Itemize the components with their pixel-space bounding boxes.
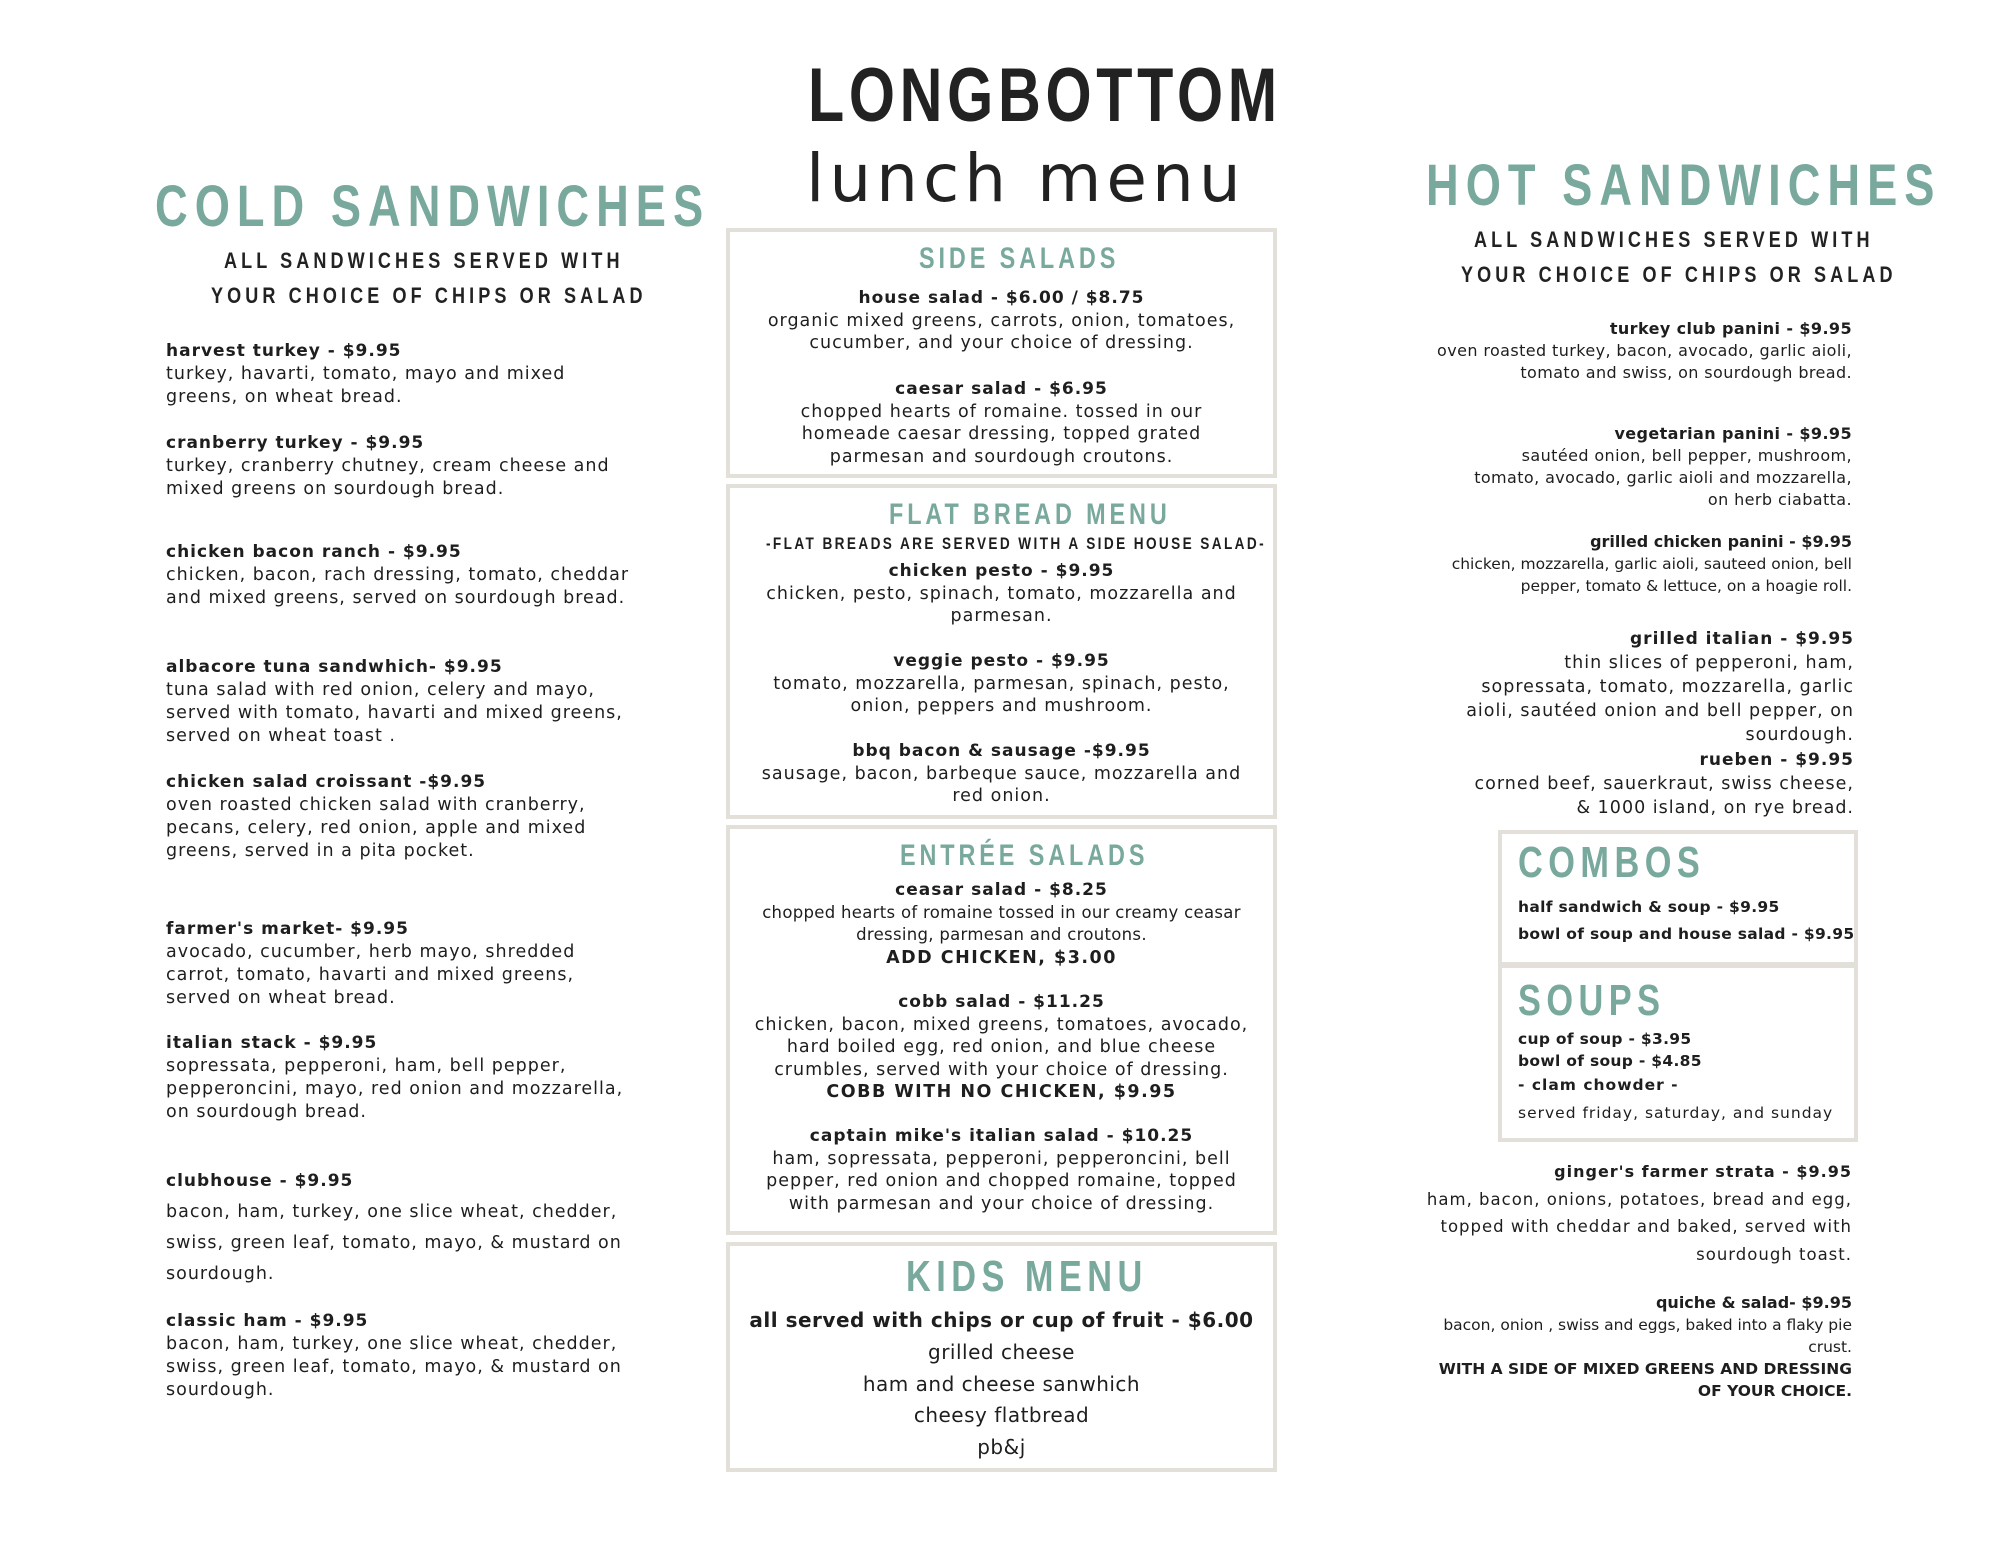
hot-sandwiches-title: HOT SANDWICHES (1426, 153, 1942, 218)
menu-item (166, 541, 636, 610)
menu-item (1425, 318, 1852, 384)
item-name: quiche & salad- $9.95 (1655, 1293, 1852, 1312)
kids-item: grilled cheese (928, 1340, 1075, 1364)
combo-item: bowl of soup and house salad - $9.95 (1518, 925, 1855, 943)
item-name: turkey club panini - $9.95 (1609, 319, 1852, 338)
item-description: sausage, bacon, barbeque sauce, mozzarella and red onion. (761, 763, 1242, 806)
item-description: chicken, bacon, mixed greens, tomatoes, avocado, hard boiled egg, red onion, and blue cheese crumbles, served with your choice of dressing. (754, 1014, 1249, 1080)
item-description: bacon, ham, turkey, one slice wheat, chedder, swiss, green leaf, tomato, mayo, & mustard on sourdough. (166, 1334, 622, 1400)
item-description: thin slices of pepperoni, ham, sopressata, tomato, mozzarella, garlic aioli, sautéed onion and bell pepper, on sourdough. (1466, 653, 1854, 745)
kids-item: cheesy flatbread (913, 1403, 1090, 1427)
item-description: tuna salad with red onion, celery and mayo, served with tomato, havarti and mixed greens, served on wheat toast . (166, 680, 623, 746)
item-name: cobb salad - $11.25 (898, 992, 1105, 1012)
item-name: cranberry turkey - $9.95 (166, 433, 425, 453)
item-description: chicken, mozzarella, garlic aioli, sauteed onion, bell pepper, tomato & lettuce, on a hoagie roll. (1451, 555, 1852, 595)
item-description: oven roasted chicken salad with cranberry, pecans, celery, red onion, apple and mixed greens, served in a pita pocket. (166, 795, 587, 861)
cold-sandwiches-title: COLD SANDWICHES (155, 174, 711, 239)
menu-item (1425, 531, 1852, 597)
menu-brand-title: LONGBOTTOM (808, 53, 1282, 138)
item-description: chicken, pesto, spinach, tomato, mozzarella and parmesan. (766, 583, 1237, 626)
soups-title: SOUPS (1518, 976, 1666, 1025)
item-name: ceasar salad - $8.25 (895, 880, 1108, 900)
item-description: organic mixed greens, carrots, onion, tomatoes, cucumber, and your choice of dressing. (767, 310, 1236, 353)
menu-item (166, 918, 636, 1010)
item-description: tomato, mozzarella, parmesan, spinach, pesto, onion, peppers and mushroom. (773, 673, 1230, 716)
menu-item (1425, 1158, 1852, 1268)
soup-item: cup of soup - $3.95 (1518, 1030, 1692, 1048)
kids-menu-box (726, 1242, 1277, 1472)
item-name: grilled italian - $9.95 (1630, 629, 1854, 649)
item-addon: WITH A SIDE OF MIXED GREENS AND DRESSING OF YOUR CHOICE. (1438, 1360, 1852, 1400)
item-name: chicken pesto - $9.95 (888, 561, 1115, 581)
kids-menu-header: all served with chips or cup of fruit - $6.00 (749, 1308, 1254, 1332)
item-description: ham, bacon, onions, potatoes, bread and egg, topped with cheddar and baked, served with sourdough toast. (1426, 1189, 1852, 1264)
item-name: classic ham - $9.95 (166, 1311, 369, 1331)
item-description: oven roasted turkey, bacon, avocado, garlic aioli, tomato and swiss, on sourdough bread. (1437, 341, 1852, 382)
item-description: chicken, bacon, rach dressing, tomato, cheddar and mixed greens, served on sourdough bread. (166, 565, 630, 608)
cold-note-line1: ALL SANDWICHES SERVED WITH (224, 248, 624, 273)
item-description: corned beef, sauerkraut, swiss cheese, & 1000 island, on rye bread. (1474, 774, 1854, 818)
side-salads-box (726, 228, 1277, 478)
item-name: ginger's farmer strata - $9.95 (1554, 1162, 1852, 1181)
item-description: avocado, cucumber, herb mayo, shredded carrot, tomato, havarti and mixed greens, served on wheat bread. (166, 942, 576, 1008)
item-name: rueben - $9.95 (1699, 750, 1854, 770)
hot-note-line2: YOUR CHOICE OF CHIPS OR SALAD (1461, 262, 1897, 287)
menu-item (1450, 627, 1854, 747)
item-description: bacon, onion , swiss and eggs, baked into a flaky pie crust. (1443, 1316, 1852, 1356)
side-salads-title: SIDE SALADS (919, 242, 1120, 275)
menu-item (730, 560, 1273, 628)
item-name: farmer's market- $9.95 (166, 919, 409, 939)
item-addon: COBB WITH NO CHICKEN, $9.95 (826, 1082, 1177, 1102)
item-description: turkey, cranberry chutney, cream cheese and mixed greens on sourdough bread. (166, 456, 610, 499)
soup-special-note: served friday, saturday, and sunday (1518, 1104, 1834, 1122)
menu-item (730, 287, 1273, 355)
hot-note-line1: ALL SANDWICHES SERVED WITH (1474, 227, 1874, 252)
item-name: albacore tuna sandwhich- $9.95 (166, 657, 503, 677)
menu-item (730, 650, 1273, 718)
item-description: chopped hearts of romaine tossed in our creamy ceasar dressing, parmesan and croutons. (762, 902, 1241, 944)
kids-menu-title: KIDS MENU (906, 1252, 1148, 1301)
item-name: house salad - $6.00 / $8.75 (858, 288, 1145, 308)
menu-item (730, 740, 1273, 808)
item-name: clubhouse - $9.95 (166, 1171, 354, 1191)
item-name: bbq bacon & sausage -$9.95 (852, 741, 1151, 761)
menu-item (166, 771, 636, 863)
item-description: sopressata, pepperoni, ham, bell pepper, pepperoncini, mayo, red onion and mozzarella, on sourdough bread. (166, 1056, 624, 1122)
item-description: chopped hearts of romaine. tossed in our homeade caesar dressing, topped grated parmesan and sourdough croutons. (800, 401, 1203, 467)
item-addon: ADD CHICKEN, $3.00 (886, 947, 1117, 968)
menu-item (1470, 423, 1852, 511)
menu-item (166, 656, 636, 748)
item-name: grilled chicken panini - $9.95 (1590, 532, 1852, 551)
flat-bread-title: FLAT BREAD MENU (889, 498, 1171, 531)
item-name: chicken salad croissant -$9.95 (166, 772, 487, 792)
combos-box (1498, 830, 1858, 966)
kids-item: pb&j (977, 1435, 1026, 1459)
item-name: veggie pesto - $9.95 (893, 651, 1110, 671)
menu-item (1470, 748, 1854, 820)
menu-item (730, 1125, 1273, 1215)
menu-item (166, 1166, 636, 1290)
item-name: italian stack - $9.95 (166, 1033, 378, 1053)
item-name: vegetarian panini - $9.95 (1614, 424, 1852, 443)
item-description: sautéed onion, bell pepper, mushroom, tomato, avocado, garlic aioli and mozzarella, on herb ciabatta. (1474, 446, 1852, 509)
item-name: caesar salad - $6.95 (895, 379, 1108, 399)
menu-item (166, 1310, 636, 1402)
combos-title: COMBOS (1518, 838, 1706, 887)
kids-item: ham and cheese sanwhich (862, 1372, 1141, 1396)
flat-bread-box (726, 484, 1277, 819)
item-description: turkey, havarti, tomato, mayo and mixed greens, on wheat bread. (166, 364, 566, 407)
menu-item (730, 879, 1273, 969)
cold-note-line2: YOUR CHOICE OF CHIPS OR SALAD (211, 283, 647, 308)
soups-box (1498, 964, 1858, 1142)
soup-special: - clam chowder - (1518, 1076, 1679, 1094)
menu-item (166, 340, 636, 409)
menu-item (1425, 1292, 1852, 1402)
item-name: chicken bacon ranch - $9.95 (166, 542, 462, 562)
menu-subtitle: lunch menu (806, 140, 1246, 217)
menu-item (166, 432, 636, 501)
entree-salads-title: ENTRÉE SALADS (900, 839, 1149, 872)
item-name: harvest turkey - $9.95 (166, 341, 402, 361)
flat-bread-note: -FLAT BREADS ARE SERVED WITH A SIDE HOUSE SALAD- (766, 534, 1267, 553)
item-description: ham, sopressata, pepperoni, pepperoncini, bell pepper, red onion and chopped romaine, topped with parmesan and your choice of dressing. (766, 1148, 1237, 1214)
combo-item: half sandwich & soup - $9.95 (1518, 898, 1780, 916)
entree-salads-box (726, 825, 1277, 1235)
item-description: bacon, ham, turkey, one slice wheat, chedder, swiss, green leaf, tomato, mayo, & mustard on sourdough. (166, 1202, 622, 1284)
item-name: captain mike's italian salad - $10.25 (809, 1126, 1194, 1146)
menu-item (166, 1032, 636, 1124)
menu-item (730, 378, 1273, 468)
menu-item (730, 991, 1273, 1104)
soup-item: bowl of soup - $4.85 (1518, 1052, 1702, 1070)
